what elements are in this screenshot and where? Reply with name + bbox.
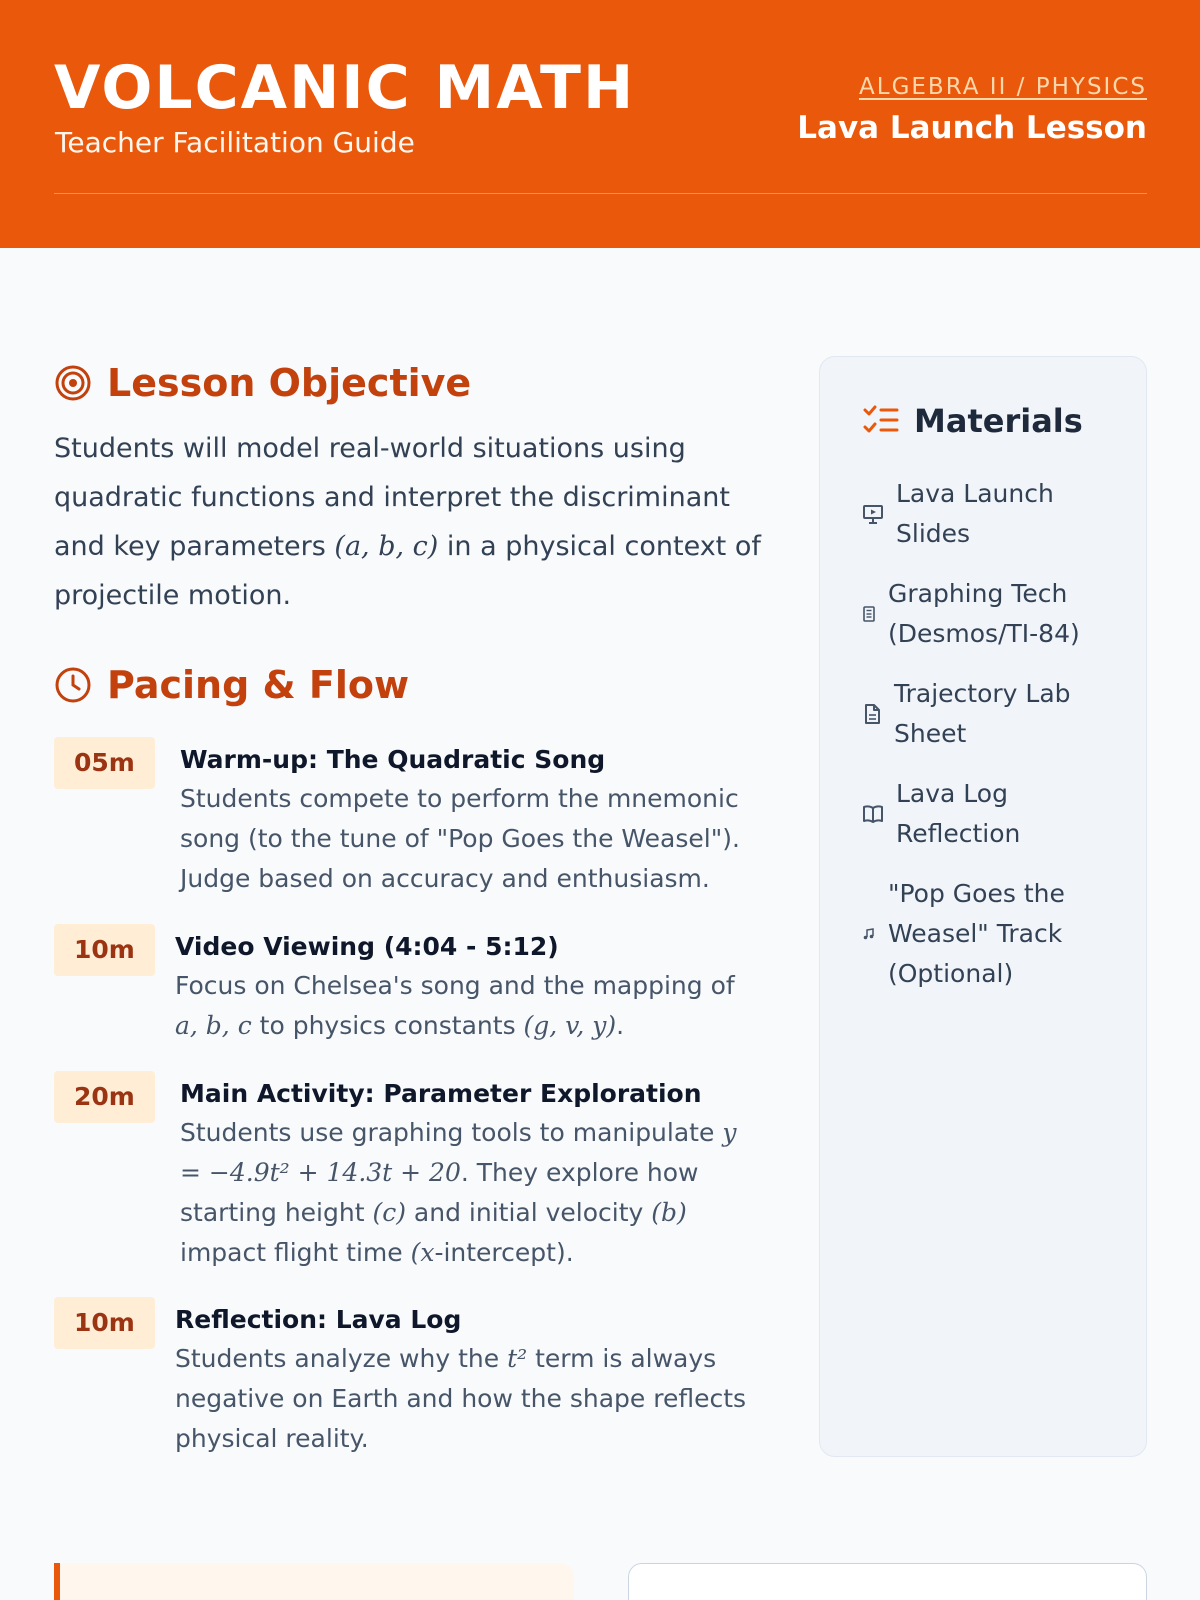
description-math: (x xyxy=(410,1238,435,1267)
description-math: (b) xyxy=(651,1198,687,1227)
callout-card xyxy=(54,1563,574,1600)
materials-item xyxy=(862,674,1094,754)
presentation-icon xyxy=(862,503,884,525)
objective-math: (a, b, c) xyxy=(334,531,439,562)
duration-badge: 10m xyxy=(54,1297,155,1349)
description-part: impact flight time xyxy=(180,1238,411,1267)
target-icon xyxy=(54,364,92,402)
pacing-item-title: Reflection: Lava Log xyxy=(175,1305,462,1334)
pacing-title: Pacing & Flow xyxy=(107,663,410,707)
book-icon xyxy=(862,803,884,825)
materials-item-label: Lava Launch Slides xyxy=(896,479,1054,548)
objective-heading xyxy=(54,360,471,406)
materials-item xyxy=(862,774,1096,854)
pacing-item xyxy=(54,1071,764,1276)
info-card xyxy=(628,1563,1147,1600)
materials-item-label: Lava Log Reflection xyxy=(896,779,1021,848)
description-part: Students use graphing tools to manipulate xyxy=(180,1118,723,1147)
description-math: y = −4.9t² + 14.3t + 20 xyxy=(180,1118,737,1187)
materials-title: Materials xyxy=(914,402,1083,440)
description-math: a, b, c xyxy=(175,1011,252,1040)
description-math: t² xyxy=(507,1344,528,1373)
page-title: VOLCANIC MATH xyxy=(54,53,636,123)
pacing-heading xyxy=(54,662,409,708)
description-part: to physics constants xyxy=(251,1011,524,1040)
materials-item-label: Graphing Tech (Desmos/TI-84) xyxy=(888,579,1080,648)
calculator-icon xyxy=(862,605,876,623)
materials-heading xyxy=(862,401,1083,441)
objective-text-part: Students will model real-world situations using quadratic functions and interpret the discriminant and key parameters xyxy=(54,433,730,562)
description-math: (g, v, y) xyxy=(523,1011,617,1040)
description-math: (c) xyxy=(372,1198,406,1227)
checklist-icon xyxy=(862,402,900,440)
lesson-name: Lava Launch Lesson xyxy=(797,110,1147,146)
pacing-item xyxy=(54,924,764,1049)
objective-text-part: in a physical context of projectile motion. xyxy=(54,531,761,611)
materials-item xyxy=(862,574,1118,654)
objective-text xyxy=(54,424,764,620)
description-part: term is always negative on Earth and how the shape reflects physical reality. xyxy=(175,1344,747,1453)
pacing-item-title: Main Activity: Parameter Exploration xyxy=(180,1079,702,1108)
pacing-item xyxy=(54,737,764,897)
pacing-item-description xyxy=(175,1339,764,1459)
materials-item-label: Trajectory Lab Sheet xyxy=(894,679,1071,748)
description-part: . xyxy=(616,1011,625,1040)
materials-item-label: "Pop Goes the Weasel" Track (Optional) xyxy=(888,879,1065,988)
materials-panel xyxy=(819,356,1147,1457)
description-part: Focus on Chelsea's song and the mapping of xyxy=(175,971,735,1000)
header-banner xyxy=(0,0,1200,248)
clock-icon xyxy=(54,666,92,704)
description-part: . They explore how starting height xyxy=(180,1158,699,1227)
pacing-item-description: Students compete to perform the mnemonic song (to the tune of "Pop Goes the Weasel"). Judge based on accuracy and enthusiasm. xyxy=(180,784,740,893)
materials-item xyxy=(862,474,1096,554)
materials-item xyxy=(862,874,1108,994)
pacing-item-description xyxy=(180,1113,764,1273)
description-part: and initial velocity xyxy=(405,1198,652,1227)
duration-badge: 10m xyxy=(54,924,155,976)
page-subtitle: Teacher Facilitation Guide xyxy=(55,126,415,159)
pacing-item-description xyxy=(175,966,764,1046)
header-divider xyxy=(54,193,1147,194)
document-icon xyxy=(862,703,882,725)
pacing-item-title: Warm-up: The Quadratic Song xyxy=(180,745,606,774)
course-link[interactable]: ALGEBRA II / PHYSICS xyxy=(859,74,1147,100)
description-part: Students analyze why the xyxy=(175,1344,508,1373)
duration-badge: 05m xyxy=(54,737,155,789)
pacing-item xyxy=(54,1297,764,1462)
description-part: -intercept). xyxy=(434,1238,574,1267)
pacing-item-title: Video Viewing (4:04 - 5:12) xyxy=(175,932,559,961)
objective-title: Lesson Objective xyxy=(107,361,472,405)
music-note-icon xyxy=(862,927,876,941)
duration-badge: 20m xyxy=(54,1071,155,1123)
